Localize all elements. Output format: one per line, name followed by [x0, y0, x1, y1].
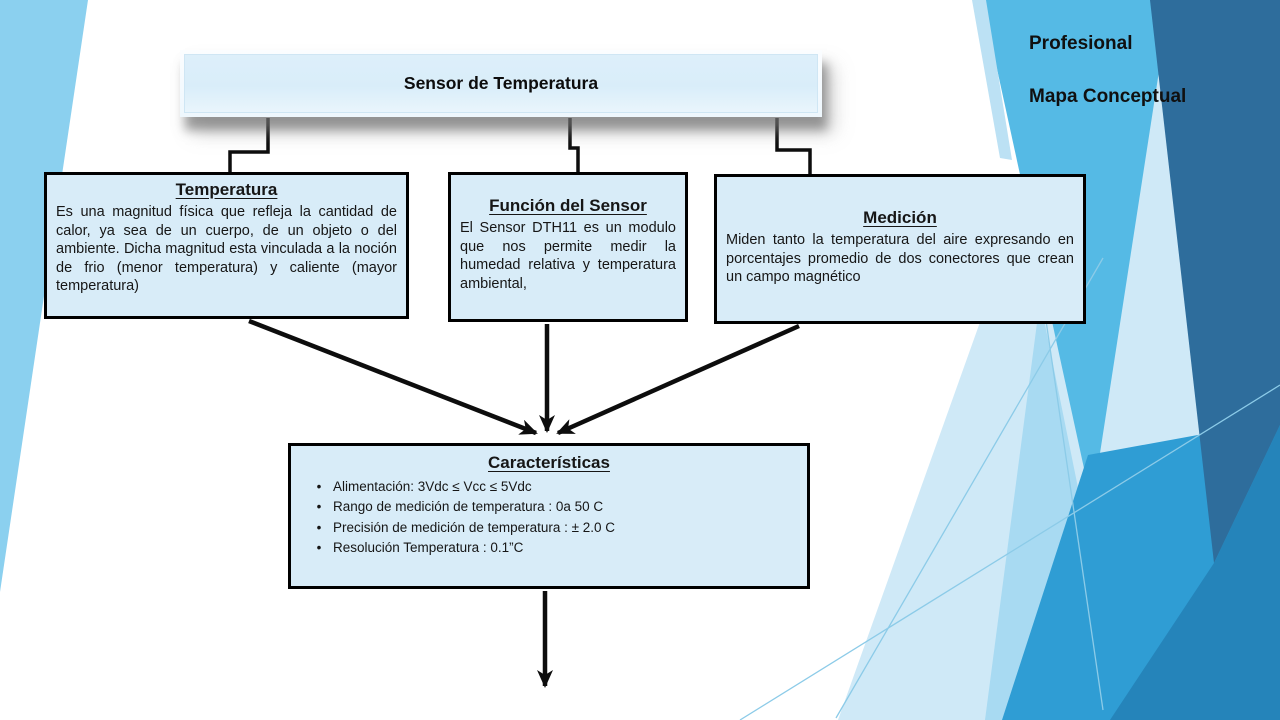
- node-body: El Sensor DTH11 es un modulo que nos permite medir la humedad relativa y temperatura ambiental,: [460, 220, 676, 292]
- characteristic-item: [291, 538, 807, 558]
- corner-label-profesional: Profesional: [1029, 33, 1133, 54]
- node-body: Es una magnitud física que refleja la cantidad de calor, ya sea de un cuerpo, de un objeto o del ambiente. Dicha magnitud esta vinculada a la noción de frio (menor temperatura) y caliente (mayor temperatura): [56, 204, 397, 295]
- arrow-temperatura-to-caracteristicas: [249, 321, 536, 433]
- node-heading: Medición: [863, 208, 937, 227]
- corner-label-mapa-conceptual: Mapa Conceptual: [1029, 86, 1187, 107]
- node-medicion: [714, 174, 1086, 324]
- title-banner: [180, 50, 822, 117]
- characteristic-text: Precisión de medición de temperatura : ± 2.0 C: [333, 519, 616, 535]
- characteristics-list: [291, 477, 807, 558]
- connector-title-to-funcion: [570, 118, 578, 173]
- node-heading: Función del Sensor: [489, 196, 647, 215]
- characteristic-item: [291, 477, 807, 497]
- node-body: Miden tanto la temperatura del aire expresando en porcentajes promedio de dos conectores que crean un campo magnético: [726, 232, 1074, 286]
- node-heading: Temperatura: [175, 180, 278, 199]
- node-temperatura: [44, 172, 409, 319]
- bullet-icon: •: [316, 499, 322, 515]
- title-banner-text: Sensor de Temperatura: [184, 54, 818, 113]
- bullet-icon: •: [316, 539, 322, 555]
- node-funcion-del-sensor: [448, 172, 688, 322]
- node-caracteristicas: [288, 443, 810, 589]
- characteristic-text: Rango de medición de temperatura : 0a 50 C: [333, 499, 604, 515]
- characteristic-item: [291, 497, 807, 517]
- corner-labels: [1029, 33, 1186, 108]
- connector-title-to-temperatura: [230, 118, 268, 173]
- characteristic-item: [291, 518, 807, 538]
- characteristic-text: Resolución Temperatura : 0.1”C: [333, 539, 524, 555]
- connector-title-to-medicion: [777, 118, 810, 175]
- arrow-medicion-to-caracteristicas: [558, 326, 799, 433]
- characteristic-text: Alimentación: 3Vdc ≤ Vcc ≤ 5Vdc: [333, 479, 532, 494]
- bullet-icon: •: [316, 519, 322, 535]
- elbow-connectors: [230, 118, 810, 175]
- node-heading: Características: [488, 453, 610, 472]
- bullet-icon: •: [316, 479, 322, 494]
